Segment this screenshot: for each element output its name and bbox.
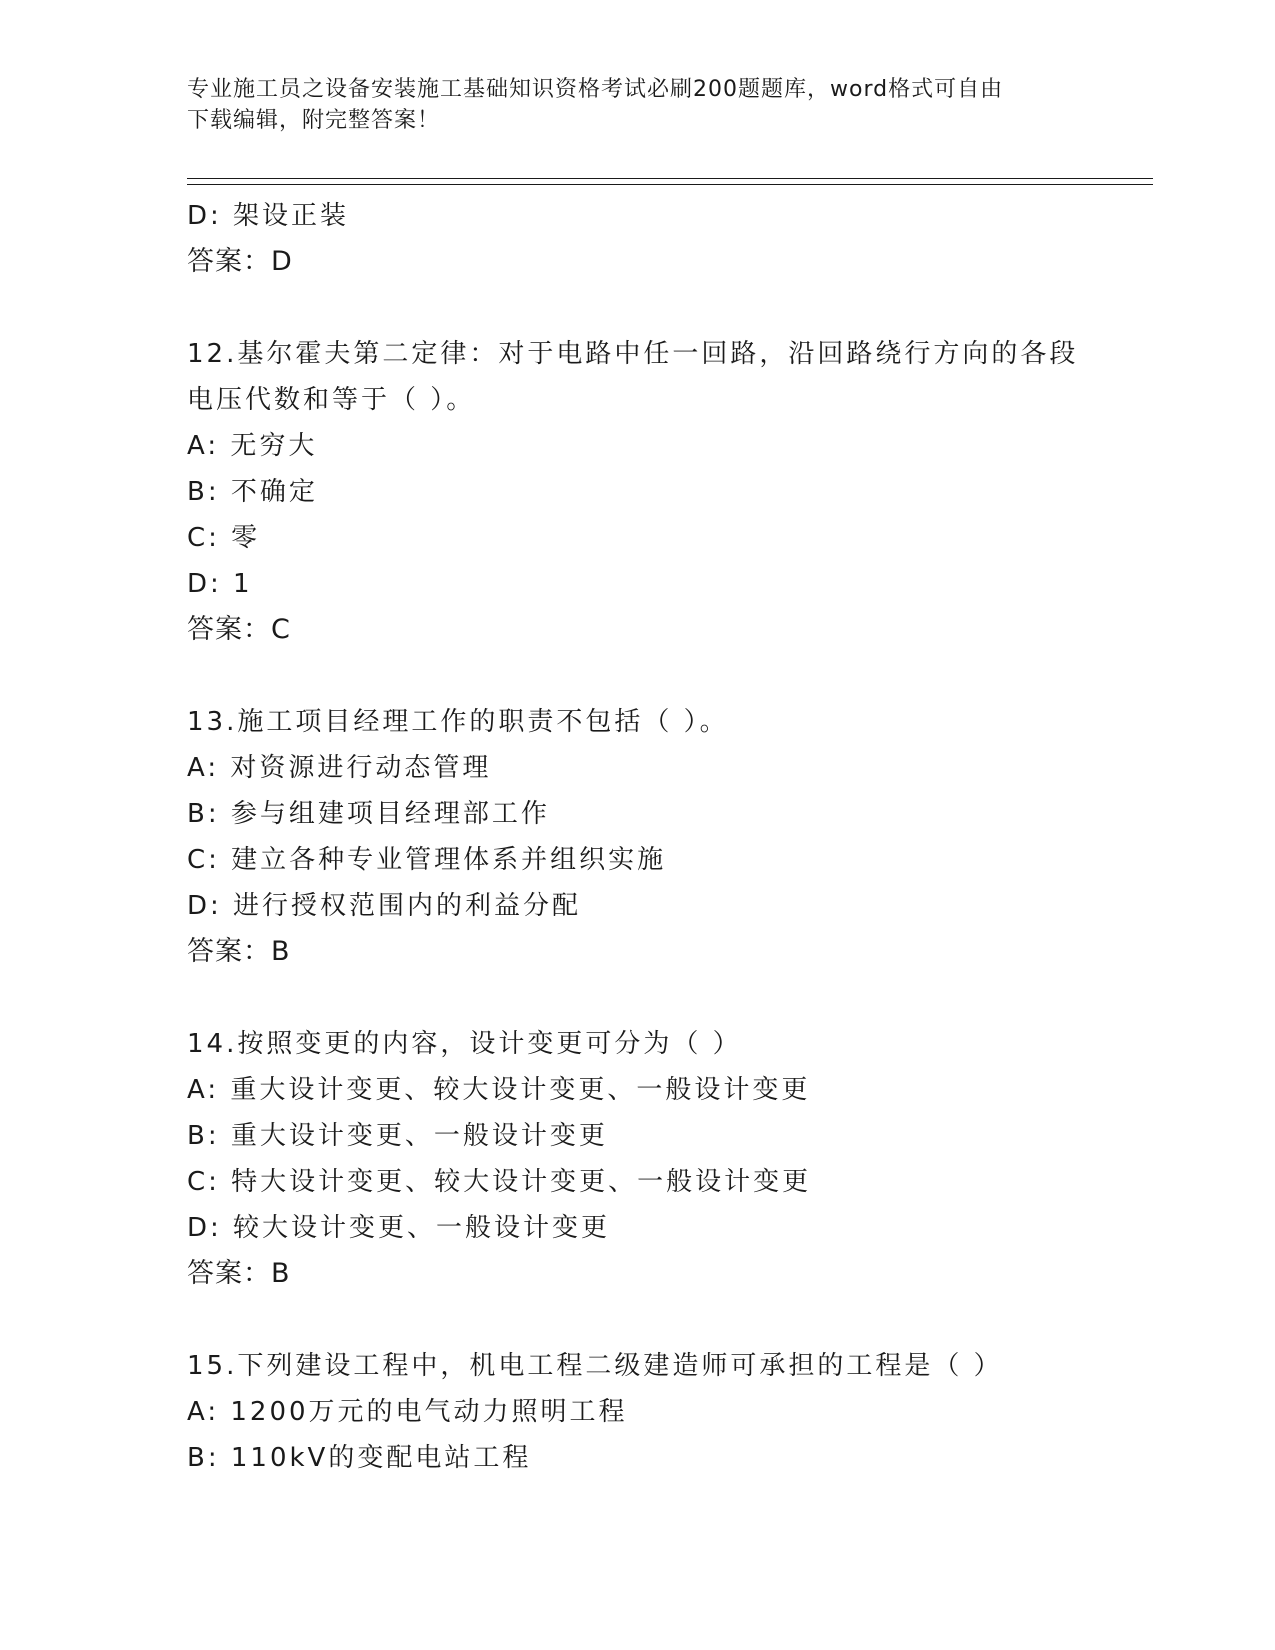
answer-line: 答案：D <box>187 246 293 277</box>
option-d: D: 1 <box>187 569 253 599</box>
question-text-line-1: 15.下列建设工程中，机电工程二级建造师可承担的工程是（ ） <box>187 1351 1003 1381</box>
answer-line: 答案：B <box>187 1258 291 1289</box>
spacer <box>187 653 1107 699</box>
option-a: A: 无穷大 <box>187 431 318 461</box>
question-list <box>187 193 1107 1481</box>
answer-line: 答案：B <box>187 936 291 967</box>
question-block-14 <box>187 1021 1107 1297</box>
option-c: C: 零 <box>187 523 261 553</box>
option-c: C: 特大设计变更、较大设计变更、一般设计变更 <box>187 1167 812 1197</box>
question-text-line-1: 13.施工项目经理工作的职责不包括（ ）。 <box>187 707 729 737</box>
option-c: C: 建立各种专业管理体系并组织实施 <box>187 845 667 875</box>
option-b: B: 110kV的变配电站工程 <box>187 1443 532 1473</box>
option-b: B: 重大设计变更、一般设计变更 <box>187 1121 608 1151</box>
header-double-rule <box>187 178 1153 185</box>
answer-line: 答案：C <box>187 614 291 645</box>
option-d: D: 架设正装 <box>187 201 350 231</box>
question-block-15 <box>187 1343 1107 1481</box>
option-a: A: 重大设计变更、较大设计变更、一般设计变更 <box>187 1075 811 1105</box>
option-d: D: 较大设计变更、一般设计变更 <box>187 1213 611 1243</box>
question-text-line-1: 14.按照变更的内容，设计变更可分为（ ） <box>187 1029 742 1059</box>
spacer <box>187 285 1107 331</box>
question-block-12 <box>187 331 1107 653</box>
option-b: B: 不确定 <box>187 477 318 507</box>
header-line-1: 专业施工员之设备安装施工基础知识资格考试必刷200题题库，word格式可自由 <box>187 77 1004 102</box>
question-text-line-2: 电压代数和等于（ ）。 <box>187 385 476 415</box>
page-header <box>187 74 1087 136</box>
header-line-2: 下载编辑，附完整答案！ <box>187 108 441 133</box>
question-block-11 <box>187 193 1107 285</box>
option-b: B: 参与组建项目经理部工作 <box>187 799 550 829</box>
option-a: A: 1200万元的电气动力照明工程 <box>187 1397 628 1427</box>
question-text-line-1: 12.基尔霍夫第二定律：对于电路中任一回路，沿回路绕行方向的各段 <box>187 339 1079 369</box>
question-block-13 <box>187 699 1107 975</box>
option-d: D: 进行授权范围内的利益分配 <box>187 891 582 921</box>
option-a: A: 对资源进行动态管理 <box>187 753 492 783</box>
spacer <box>187 1297 1107 1343</box>
spacer <box>187 975 1107 1021</box>
